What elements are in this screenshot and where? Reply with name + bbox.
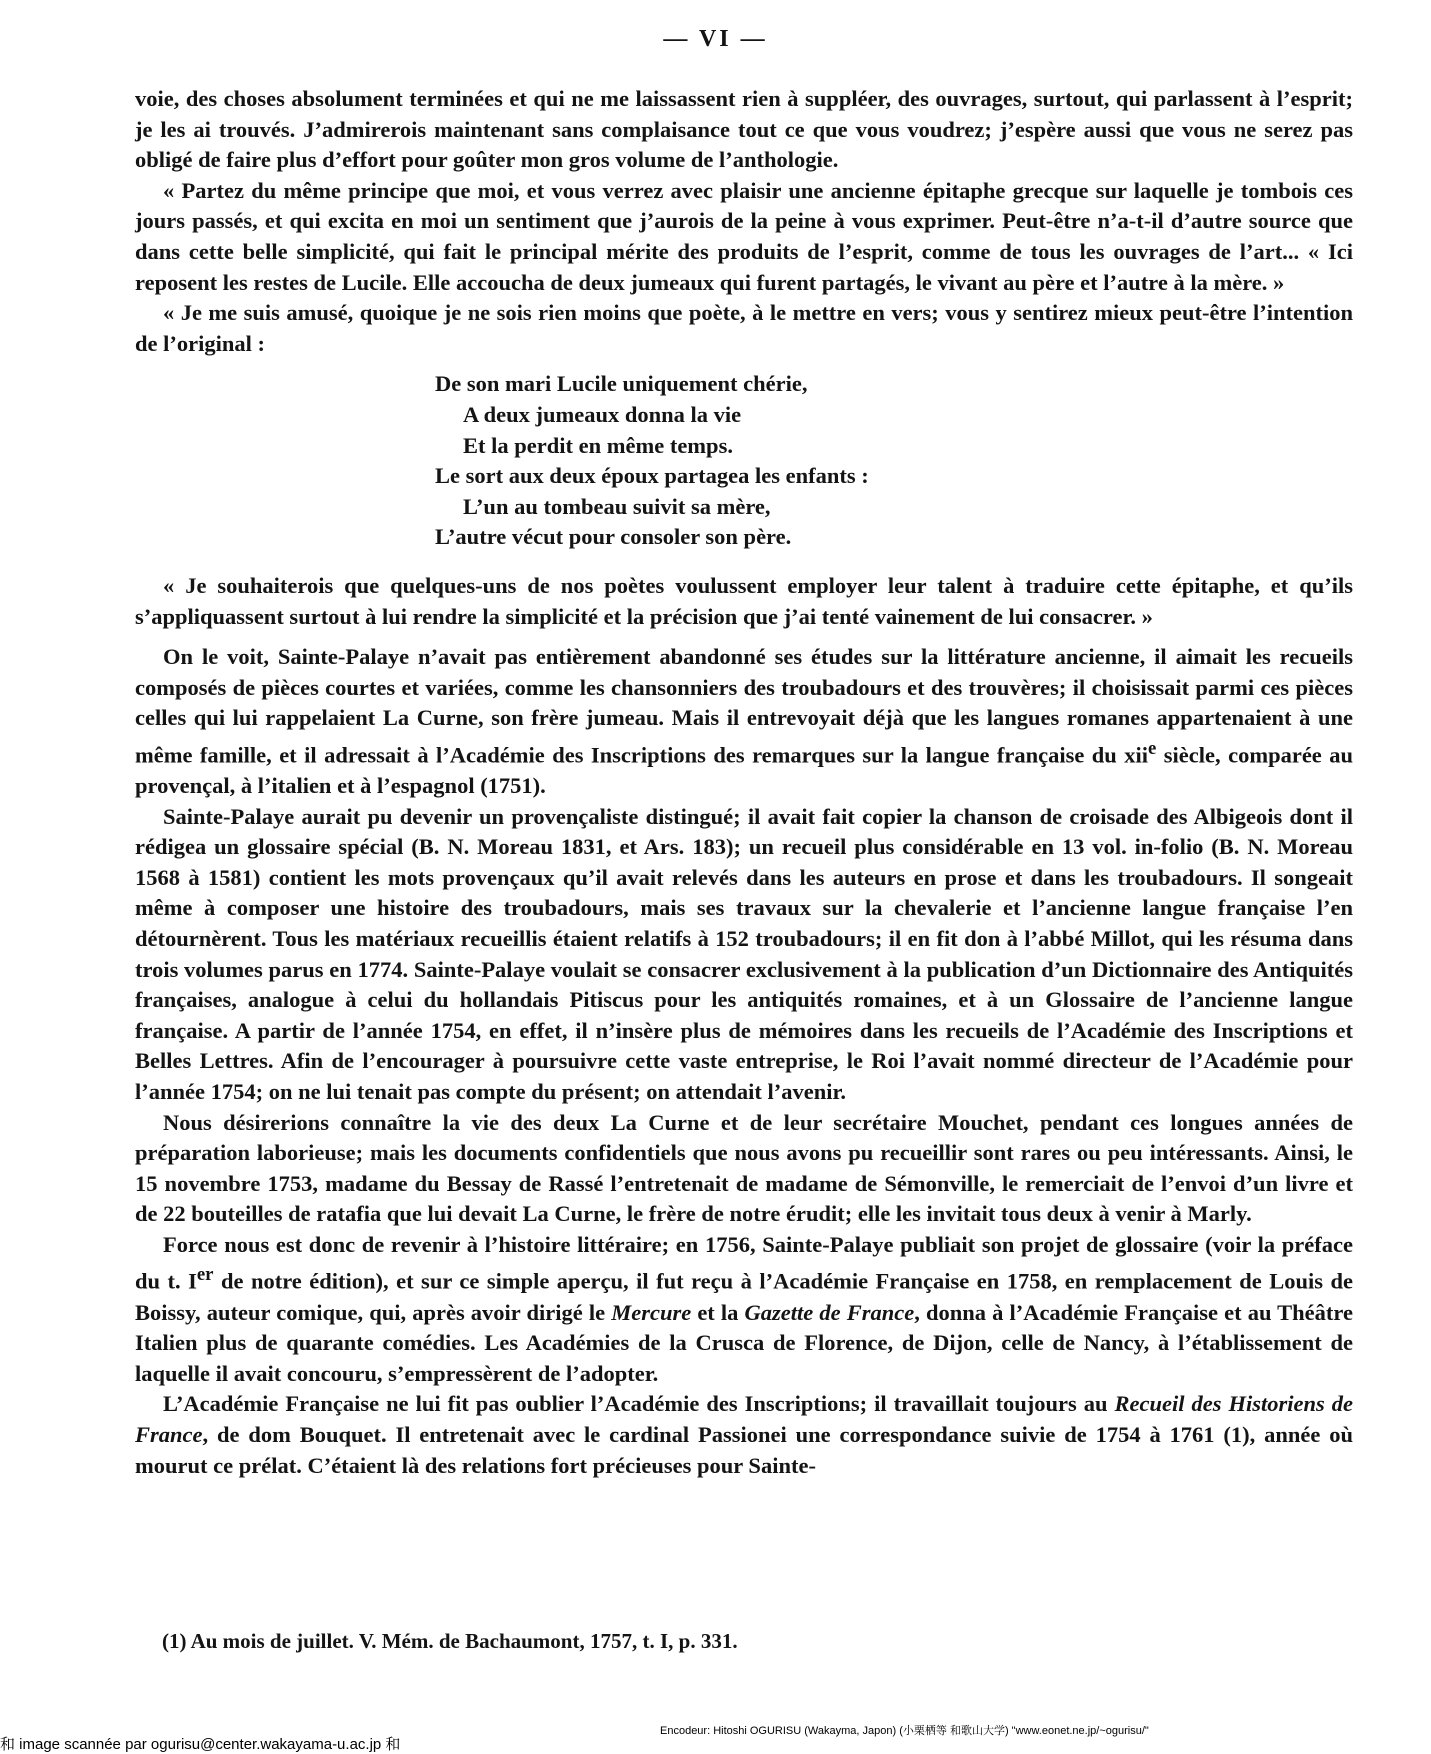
verse-line: Et la perdit en même temps. <box>463 432 733 458</box>
paragraph-academie-francaise: L’Académie Française ne lui fit pas oublier l’Académie des Inscriptions; il travaillait toujours au Recueil des Historiens de France, de dom Bouquet. Il entretenait avec le cardinal Passionei une correspondance suivie de 1754 à 1761 (1), année où mourut ce prélat. C’étaient là des relations fort précieuses pour Sainte- <box>135 1391 1353 1478</box>
scan-credit: 和 image scannée par ogurisu@center.wakayama-u.ac.jp 和 <box>0 1736 401 1753</box>
paragraph-continuation: voie, des choses absolument terminées et qui ne me laissassent rien à suppléer, des ouvrages, surtout, qui parlassent à l’esprit; je les ai trouvés. J’admirerois maintenant sans complaisance tout ce que vous voudrez; j’espère aussi que vous ne serez pas obligé de faire plus d’effort pour goûter mon gros volume de l’anthologie. <box>135 86 1353 173</box>
paragraph-nous-desirerions: Nous désirerions connaître la vie des deux La Curne et de leur secrétaire Mouchet, pendant ces longues années de préparation laborieuse; mais les documents confidentiels que nous avons pu recueillir sont rares ou peu intéressants. Ainsi, le 15 novembre 1753, madame du Bessay de Rassé l’entretenait de madame de Sémonville, le remerciait de l’envoi d’un livre et de 22 bouteilles de ratafia que lui devait La Curne, le frère de notre érudit; elle les invitait tous deux à venir à Marly. <box>135 1109 1353 1227</box>
paragraph-verse-intro: « Je me suis amusé, quoique je ne sois rien moins que poète, à le mettre en vers; vous y sentirez mieux peut-être l’intention de l’original : <box>135 300 1353 356</box>
verse-line: L’un au tombeau suivit sa mère, <box>463 493 771 519</box>
paragraph-provencaliste: Sainte-Palaye aurait pu devenir un provençaliste distingué; il avait fait copier la chanson de croisade des Albigeois dont il rédigea un glossaire spécial (B. N. Moreau 1831, et Ars. 183); un recueil plus considérable en 13 vol. in-folio (B. N. Moreau 1568 à 1581) contient les mots provençaux qu’il avait relevés dans les auteurs en prose et dans les troubadours. Il songeait même à composer une histoire des troubadours, mais ses travaux sur la chevalerie et l’ancienne langue française l’en détournèrent. Tous les matériaux recueillis étaient relatifs à 152 troubadours; il en fit don à l’abbé Millot, qui les résuma dans trois volumes parus en 1774. Sainte-Palaye voulait se consacrer exclusivement à la publication d’un Dictionnaire des Antiquités françaises, analogue à celui du hollandais Pitiscus pour les antiquités romaines, et à un Glossaire de l’ancienne langue française. A partir de l’année 1754, en effet, il n’insère plus de mémoires dans les recueils de l’Académie des Inscriptions et Belles Lettres. Afin de l’encourager à poursuivre cette vaste entreprise, le Roi l’avait nommé directeur de l’Académie pour l’année 1754; on ne lui tenait pas compte du présent; on attendait l’avenir. <box>135 803 1353 1104</box>
encoder-credit: Encodeur: Hitoshi OGURISU (Wakayma, Japon) (小栗栖等 和歌山大学) "www.eonet.ne.jp/~ogurisu/" <box>660 1725 1149 1737</box>
verse-line: Le sort aux deux époux partagea les enfants : <box>435 463 869 489</box>
verse-line: A deux jumeaux donna la vie <box>463 401 742 427</box>
epitaph-verse <box>135 369 1353 553</box>
verse-line: L’autre vécut pour consoler son père. <box>435 524 792 550</box>
paragraph-on-le-voit: On le voit, Sainte-Palaye n’avait pas entièrement abandonné ses études sur la littérature ancienne, il aimait les recueils composés de pièces courtes et variées, comme les chansonniers des troubadours et des trouvères; il choisissait parmi ces pièces celles qui lui rappelaient La Curne, son frère jumeau. Mais il entrevoyait déjà que les langues romanes appartenaient à une même famille, et il adressait à l’Académie des Inscriptions des remarques sur la langue française du xii$^e$ siècle, comparée au provençal, à l’italien et à l’espagnol (1751). <box>135 644 1354 798</box>
paragraph-translation-wish: « Je souhaiterois que quelques-uns de nos poètes voulussent employer leur talent à traduire cette épitaphe, et qu’ils s’appliquassent surtout à lui rendre la simplicité et la précision que j’ai tenté vainement de lui consacrer. » <box>135 572 1353 629</box>
page-body <box>135 84 1353 1481</box>
page-number-header: — VI — <box>663 26 768 52</box>
paragraph-force-nous-est: Force nous est donc de revenir à l’histoire littéraire; en 1756, Sainte-Palaye publiait son projet de glossaire (voir la préface du t. Ier de notre édition), et sur ce simple aperçu, il fut reçu à l’Académie Française en 1758, en remplacement de Louis de Boissy, auteur comique, qui, après avoir dirigé le Mercure et la Gazette de France, donna à l’Académie Française et au Théâtre Italien plus de quarante comédies. Les Académies de la Crusca de Florence, de Dijon, celle de Nancy, à l’établissement de laquelle il avait concouru, s’empressèrent de l’adopter. <box>135 1231 1353 1386</box>
paragraph-epitaph-intro: « Partez du même principe que moi, et vous verrez avec plaisir une ancienne épitaphe grecque sur laquelle je tombois ces jours passés, et qui excita en moi un sentiment que j’aurois de la peine à vous exprimer. Peut-être n’a-t-il d’autre source que dans cette belle simplicité, qui fait le principal mérite des produits de l’esprit, comme de tous les ouvrages de l’art... « Ici reposent les restes de Lucile. Elle accoucha de deux jumeaux qui furent partagés, le vivant au père et l’autre à la mère. » <box>135 177 1353 295</box>
footnote: (1) Au mois de juillet. V. Mém. de Bachaumont, 1757, t. I, p. 331. <box>162 1629 738 1653</box>
verse-line: De son mari Lucile uniquement chérie, <box>435 371 808 397</box>
